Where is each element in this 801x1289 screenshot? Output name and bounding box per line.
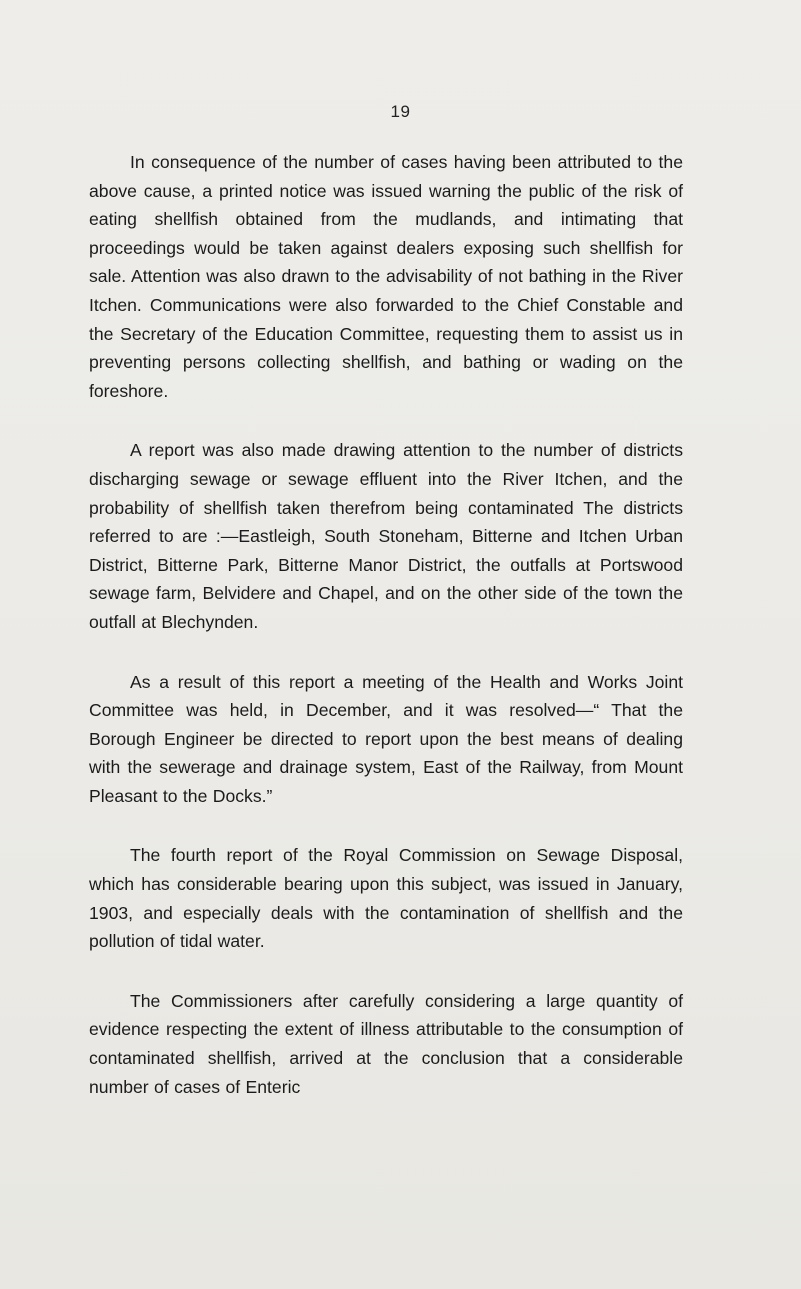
paragraph-districts-report: A report was also made drawing attention to the number of districts discharging sewage or sewage effluent into the River Itchen, and the probability of shellfish taken therefrom being contaminated The districts referred to are :—Eastleigh, South Stoneham, Bitterne and Itchen Urban District, Bitterne Park, Bitterne Manor District, the outfalls at Portswood sewage farm, Belvidere and Chapel, and on the other side of the town the outfall at Blechynden. bbox=[89, 440, 683, 632]
body-text bbox=[89, 148, 683, 1132]
paragraph-committee-resolution: As a result of this report a meeting of the Health and Works Joint Committee was held, in December, and it was resolved—“ That the Borough Engineer be directed to report upon the best means of dealing with the sewerage and drainage system, East of the Railway, from Mount Pleasant to the Docks.” bbox=[89, 671, 683, 806]
paragraph-commissioners-conclusion: The Commissioners after carefully considering a large quantity of evidence respecting the extent of illness attributable to the consumption of contaminated shellfish, arrived at the conclusion that a considerable number of cases of Enteric bbox=[89, 990, 683, 1097]
paragraph-royal-commission: The fourth report of the Royal Commission on Sewage Disposal, which has considerable bearing upon this subject, was issued in January, 1903, and especially deals with the contamination of shellfish and the pollution of tidal water. bbox=[89, 845, 683, 952]
page-number: 19 bbox=[390, 102, 411, 121]
paragraph-shellfish-notice: In consequence of the number of cases having been attributed to the above cause, a printed notice was issued warning the public of the risk of eating shellfish obtained from the mudlands, and intimating that proceedings would be taken against dealers exposing such shellfish for sale. Attention was also drawn to the advisability of not bathing in the River Itchen. Communications were also forwarded to the Chief Constable and the Secretary of the Education Committee, requesting them to assist us in preventing persons collecting shellfish, and bathing or wading on the foreshore. bbox=[89, 152, 683, 401]
